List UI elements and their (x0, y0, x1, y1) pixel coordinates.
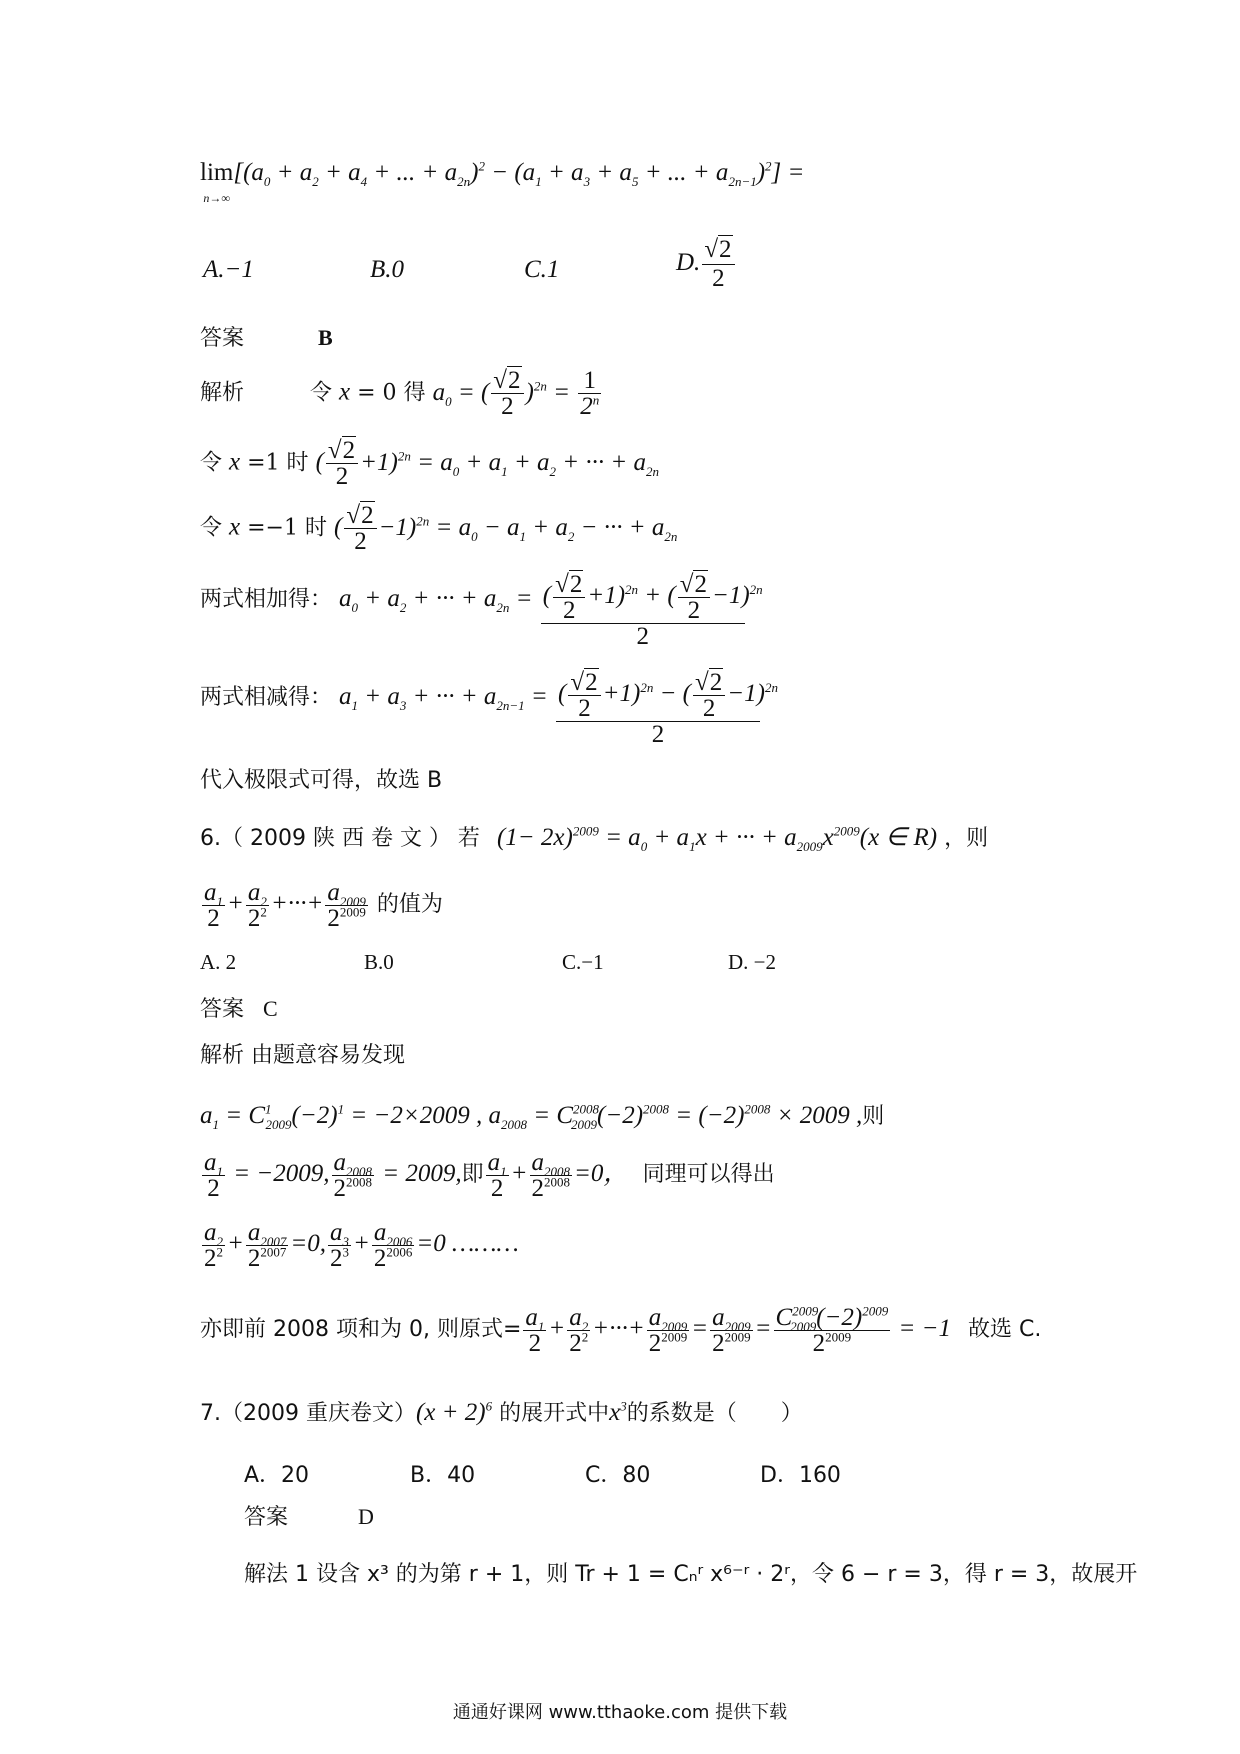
q6-option-b: B.0 (364, 950, 394, 974)
q6-option-d: D. −2 (728, 950, 777, 974)
q7-option-c: C．80 (585, 1463, 651, 1488)
q6-analysis-line2: $\frac{a_1}{2}$ = −2009, $\frac{a_{2008}}{2^{2008}}$ = 2009,即 $\frac{a_1}{2}$ + $\frac{a_{2008}}{2^{2008}}$ =0， 同理可以得出 (204, 1149, 775, 1202)
q6-analysis-sum: 亦即前 2008 项和为 0, 则原式= $\frac{a_1}{2}$ + $\frac{a_2}{2^2}$ +···+ $\frac{a_{2009}}{2^{2009}}$ = $\frac{a_{2009}}{2^{2009}}$ = $\frac{C^{2009}_{2009}(-2)^{2009}}{2^{2009}}$ = −1 故选 C. (200, 1303, 1042, 1357)
answer-label: 答案 (200, 326, 245, 351)
q6-option-a: A. 2 (200, 950, 237, 974)
q6-analysis-intro: 解析 由题意容易发现 (200, 1043, 405, 1068)
q5-analysis-step3: 令 x =−1 时 ( $\frac{√2}{2}$ $-1)^{2n} = a_0 - a_1 + a_2$ − ··· + $a_{2n}$ (200, 502, 678, 555)
q5-analysis-step2: 令 x =1 时 ( $\frac{√2}{2}$ $+1)^{2n} = a_0 + a_1 + a_2$ + ··· + $a_{2n}$ (200, 437, 659, 490)
q6-analysis-line1: $a_1 = C^1_{2009}(-2)^1 = -2\times 2009$ , $a_{2008} = C^{2008}_{2009}(-2)^{2008} = (-2)^{2008} \times 2009$ ,则 (200, 1101, 885, 1132)
q5-analysis-step1: 解析 令 x = 0 得 $a_0$ = ( $\frac{√2}{2}$ )$^{2n}$ = $\frac{1}{2^n}$ (200, 367, 600, 420)
q7-answer: 答案 D (244, 1504, 374, 1530)
q5-limit-expression: lim $n\to\infty[(a_0 + a_2 + a_4$ + ... + $a_{2n})^2 - (a_1 + a_3 + a_5$ + ... + $a_{2n-1})^2$] = (200, 158, 805, 205)
q5-option-b: B.0 (370, 256, 405, 283)
q7-question: 7.（2009 重庆卷文）$(x + 2)^6$ 的展开式中$x^3$的系数是（ ） (200, 1398, 803, 1426)
q6-question-line1: 6.（ 2009 陕 西 卷 文 ） 若 $(1- 2x)^{2009} = a_0 + a_1x$ + ··· + $a_{2009}x^{2009}(x$ ∈ R) ，则 (200, 823, 989, 854)
q5-answer (200, 327, 333, 350)
q6-analysis-line3: $\frac{a_2}{2^2}$ + $\frac{a_{2007}}{2^{2007}}$ =0, $\frac{a_3}{2^3}$ + $\frac{a_{2006}}{2^{2006}}$ =0 ……… (204, 1219, 519, 1272)
q7-option-b: B．40 (410, 1463, 476, 1488)
q5-conclusion: 代入极限式可得，故选 B (200, 768, 443, 793)
q6-option-c: C.−1 (562, 950, 604, 974)
q6-question-line2: $\frac{a_1}{2}$ + $\frac{a_2}{2^2}$ +···+ $\frac{a_{2009}}{2^{2009}}$ 的值为 (204, 879, 443, 932)
q5-analysis-step4: 两式相加得： $a_0 + a_2$ + ··· + $a_{2n}$ = ( $\frac{√2}{2}$ +1)$^{2n}$ + ( $\frac{√2}{2}$ −1)$^{2n}$ 2 (200, 571, 763, 650)
answer-value: B (318, 325, 333, 350)
q5-option-d: D. $\frac{√2}{2}$ (676, 236, 737, 293)
q5-option-c: C.1 (524, 256, 560, 283)
q7-option-a: A．20 (244, 1463, 310, 1488)
q7-method: 解法 1 设含 x³ 的为第 r + 1，则 Tr + 1 = Cₙʳ x⁶⁻ʳ · 2ʳ，令 6 − r = 3，得 r = 3，故展开 (244, 1562, 1138, 1587)
q7-option-d: D．160 (760, 1463, 841, 1488)
q6-answer: 答案 C (200, 996, 278, 1022)
page-footer: 通通好课网 www.tthaoke.com 提供下载 (452, 1702, 788, 1723)
q5-option-a: A.−1 (203, 256, 254, 283)
q5-analysis-step5: 两式相减得： $a_1 + a_3$ + ··· + $a_{2n-1}$ = ( $\frac{√2}{2}$ +1)$^{2n}$ − ( $\frac{√2}{2}$ −1)$^{2n}$ 2 (200, 669, 778, 748)
